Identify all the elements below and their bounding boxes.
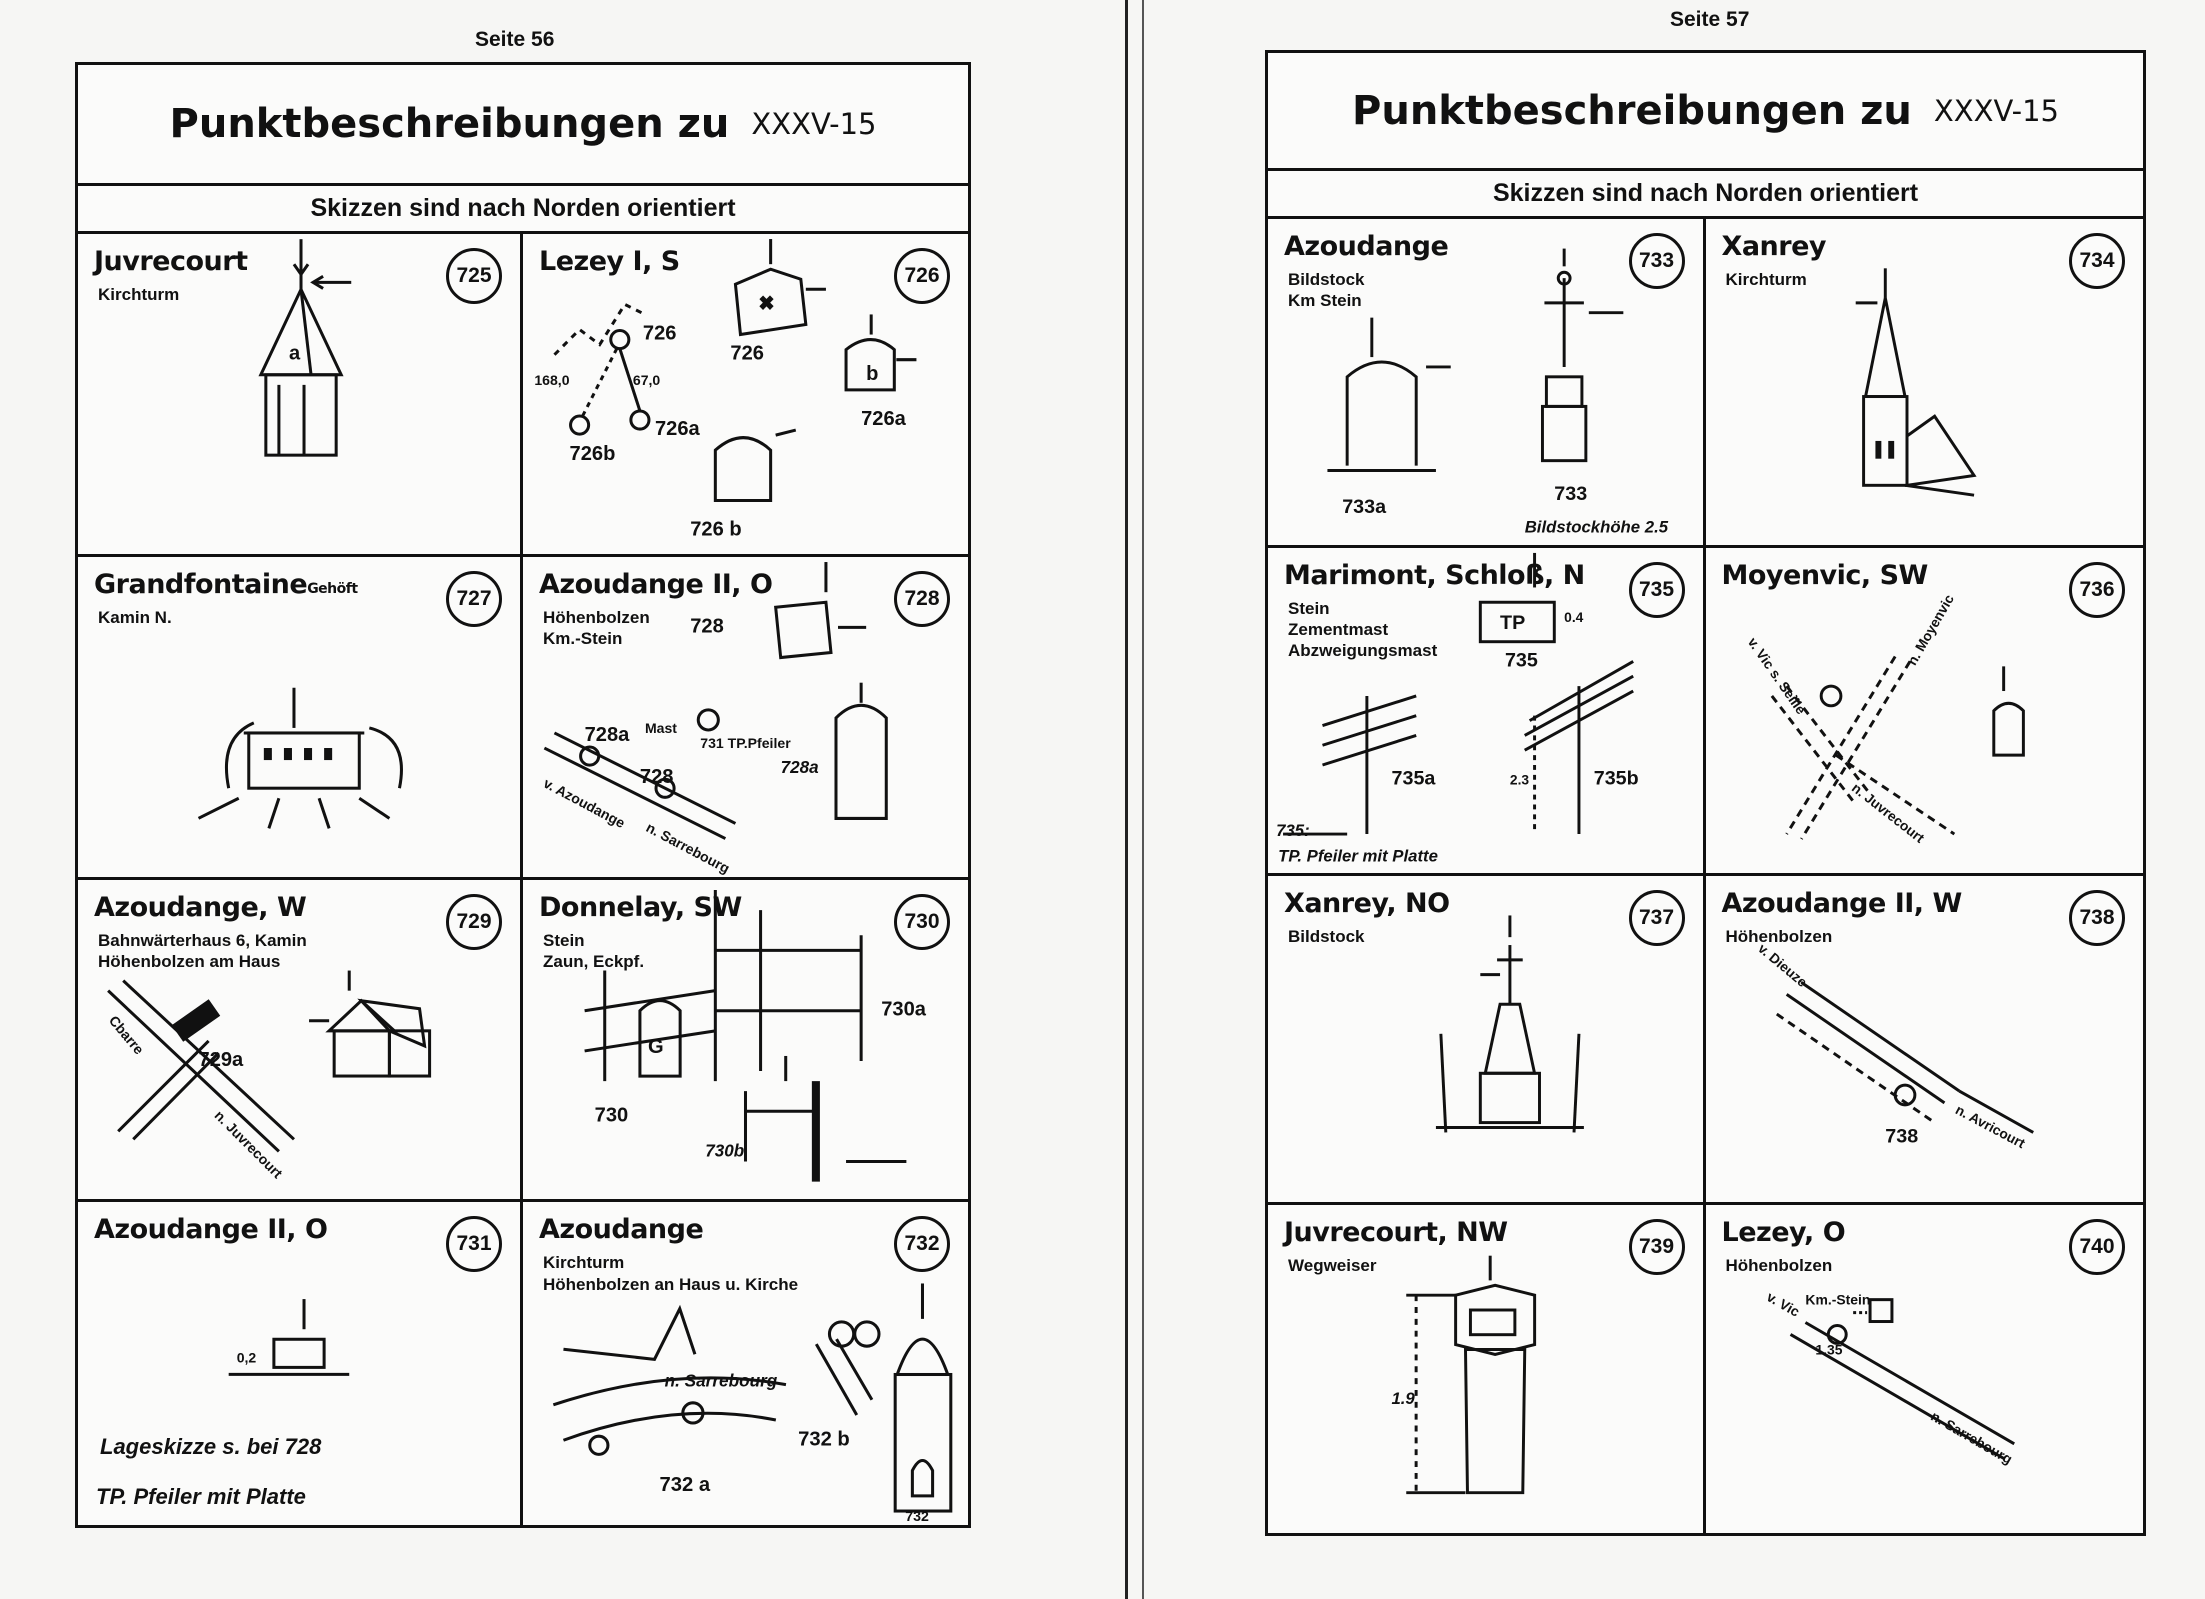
point-number-badge: 739 (1629, 1219, 1685, 1275)
point-cell-730 (523, 880, 968, 1203)
point-desc: Kirchturm (98, 285, 180, 304)
location-note: Lageskizze s. bei 728 (100, 1434, 322, 1460)
sketch-label: 0,2 (236, 1349, 257, 1366)
sketch-label: 730b (705, 1141, 745, 1161)
point-name: Lezey I, S (539, 246, 680, 277)
sketch-label: 735a (1391, 767, 1436, 790)
sketch-label: n. Sarrebourg (1927, 1407, 2015, 1467)
sketch-label: 67,0 (632, 371, 661, 388)
point-name: Xanrey (1721, 231, 1826, 262)
point-cell-736 (1706, 548, 2144, 877)
point-number-badge: 725 (446, 248, 502, 304)
boundary-stones-sketch (523, 234, 968, 554)
sketch-label: v. Vic (1763, 1287, 1803, 1320)
sketch-label: TP. Pfeiler mit Platte (1278, 846, 1438, 866)
point-number-badge: 736 (2069, 562, 2125, 618)
page-number: Seite 57 (1670, 8, 1750, 31)
point-cell-739 (1268, 1205, 1706, 1534)
point-number-badge: 732 (894, 1216, 950, 1272)
point-cell-733 (1268, 219, 1706, 548)
sketch-label: 738 (1884, 1125, 1918, 1148)
sketch-label: 732 (905, 1508, 929, 1525)
railway-house-sketch (78, 880, 520, 1200)
sketch-label: 1.9 (1391, 1388, 1415, 1408)
point-name: Azoudange II, W (1721, 888, 1962, 919)
point-number-badge: 730 (894, 894, 950, 950)
point-name-suffix: Gehöft (307, 580, 358, 597)
point-name: Moyenvic, SW (1721, 559, 1928, 591)
point-desc: Bildstock (1288, 927, 1365, 946)
poles-sketch (1268, 548, 1703, 874)
sheet-subtitle (1268, 171, 2143, 219)
sheet-title (78, 65, 968, 186)
page-number: Seite 56 (475, 28, 555, 51)
sketch-label: Km.-Stein (1804, 1291, 1870, 1308)
point-cell-726 (523, 234, 968, 557)
height-bolt-sketch (523, 557, 968, 877)
shrine-sketch (1268, 876, 1703, 1202)
sketch-label: b (866, 362, 879, 385)
sketch-label: G (647, 1035, 664, 1058)
sketch-label: v. Dieuze (1754, 940, 1810, 991)
sketch-label: 0.4 (1564, 609, 1584, 625)
sketch-label: 2.3 (1509, 772, 1530, 788)
sheet-id: XXXV-15 (1933, 93, 2059, 128)
point-desc: Stein Zaun, Eckpf. (543, 930, 645, 971)
point-grid (78, 234, 968, 1525)
sketch-label: v. Azoudange (540, 774, 628, 831)
svg-text:×: × (760, 292, 773, 315)
road-junction-sketch (1706, 548, 2144, 874)
sheet (1265, 50, 2146, 1536)
point-desc: Stein Zementmast Abzweigungsmast (1288, 598, 1438, 660)
sketch-label: n. Juvrecourt (211, 1106, 286, 1181)
point-name: Azoudange (539, 1214, 704, 1246)
sketch-label: 726 (730, 342, 764, 365)
point-number-badge: 727 (446, 571, 502, 627)
sketch-label: 726b (569, 443, 616, 466)
point-cell-734 (1706, 219, 2144, 548)
book-spine-shadow (1142, 0, 1144, 1599)
point-cell-737 (1268, 876, 1706, 1205)
sketch-label: 733a (1342, 495, 1387, 518)
sketch-label: Cbarre (105, 1011, 148, 1057)
point-name-text: Grandfontaine (94, 568, 308, 600)
point-name: Juvrecourt (94, 246, 248, 277)
sheet-title (1268, 53, 2143, 171)
sketch-label: 733 (1554, 483, 1588, 506)
point-desc: Höhenbolzen (1725, 927, 1833, 946)
sketch-label: 732 b (798, 1428, 850, 1451)
sketch-label: Bildstockhöhe 2.5 (1524, 517, 1669, 537)
point-name: Lezey, O (1721, 1216, 1846, 1248)
point-cell-740 (1706, 1205, 2144, 1534)
point-name: Azoudange (1284, 231, 1449, 262)
farmstead-sketch (78, 557, 520, 877)
sketch-label: n. Avricourt (1952, 1102, 2027, 1152)
point-number-badge: 728 (894, 571, 950, 627)
railway-bolt-sketch (1706, 876, 2144, 1202)
point-name: Azoudange, W (94, 891, 307, 923)
point-cell-725 (78, 234, 523, 557)
height-bolt-road-sketch (1706, 1205, 2144, 1534)
title-text: Punktbeschreibungen zu (169, 101, 730, 147)
sketch-label: v. Vic s. Seille (1744, 634, 1809, 717)
sketch-label: n. Sarrebourg (643, 818, 733, 877)
point-name: Marimont, Schloß, N (1284, 559, 1585, 591)
sketch-label: 735 (1504, 648, 1538, 671)
point-number-badge: 735 (1629, 562, 1685, 618)
sketch-label: a (288, 342, 301, 365)
wayside-shrine-sketch (1268, 219, 1703, 545)
point-name: Azoudange II, O (94, 1214, 328, 1246)
point-desc: Bahnwärterhaus 6, Kamin Höhenbolzen am Haus (98, 930, 307, 971)
signpost-sketch (1268, 1205, 1703, 1534)
title-text: Punktbeschreibungen zu (1352, 87, 1912, 134)
point-number-badge: 740 (2069, 1219, 2125, 1275)
sketch-label: 728 (690, 615, 724, 638)
point-name: Juvrecourt, NW (1284, 1216, 1508, 1248)
sketch-label: 728 (639, 765, 674, 788)
sketch-label: n. Juvrecourt (1848, 779, 1927, 846)
sketch-label: n. Sarrebourg (664, 1370, 778, 1391)
right-page (1150, 0, 2205, 1599)
sketch-label: 732 a (659, 1474, 711, 1497)
point-desc: Wegweiser (1288, 1255, 1377, 1275)
point-desc: Höhenbolzen (1725, 1255, 1833, 1275)
sketch-label: 726a (655, 418, 700, 441)
point-desc: Kirchturm (1725, 270, 1807, 289)
point-number-badge: 726 (894, 248, 950, 304)
point-number-badge: 737 (1629, 890, 1685, 946)
fence-post-sketch (523, 880, 968, 1200)
church-spire-sketch (1706, 219, 2144, 545)
point-cell-731 (78, 1202, 523, 1525)
church-tower-sketch (78, 234, 520, 554)
sketch-label: 726 (642, 322, 677, 345)
sheet-subtitle (78, 186, 968, 234)
sketch-label: 730a (881, 998, 926, 1021)
sketch-label: n. Moyenvic (1903, 591, 1957, 668)
point-number-badge: 734 (2069, 233, 2125, 289)
subtitle-text: Skizzen sind nach Norden orientiert (1492, 179, 1919, 207)
sketch-label: 1.35 (1814, 1340, 1842, 1357)
pillar-sketch (78, 1202, 520, 1525)
point-number-badge: 738 (2069, 890, 2125, 946)
sketch-label: 731 TP.Pfeiler (700, 734, 791, 751)
point-cell-729 (78, 880, 523, 1203)
point-number-badge: 731 (446, 1216, 502, 1272)
sketch-label: 735: (1276, 820, 1310, 840)
point-desc: Höhenbolzen Km.-Stein (543, 607, 650, 648)
point-cell-738 (1706, 876, 2144, 1205)
point-cell-727 (78, 557, 523, 880)
point-number-badge: 729 (446, 894, 502, 950)
sheet-id: XXXV-15 (751, 107, 877, 141)
point-desc: Kamin N. (98, 607, 172, 627)
church-sketch (523, 1202, 968, 1525)
point-name: Xanrey, NO (1284, 888, 1450, 919)
point-grid (1268, 219, 2143, 1533)
point-desc: Bildstock Km Stein (1288, 270, 1365, 311)
sketch-label: 728a (584, 723, 630, 746)
sketch-label: 726 b (690, 518, 742, 541)
point-cell-735 (1268, 548, 1706, 877)
sketch-label: 735b (1593, 767, 1639, 790)
sheet (75, 62, 971, 1528)
book-spine (1125, 0, 1128, 1599)
point-name: Donnelay, SW (539, 891, 742, 923)
sketch-label: 168,0 (534, 371, 570, 388)
sketch-label: TP (1500, 611, 1526, 634)
sketch-label: 726a (861, 408, 906, 431)
subtitle-text: Skizzen sind nach Norden orientiert (310, 194, 736, 222)
point-cell-732 (523, 1202, 968, 1525)
point-desc: Kirchturm Höhenbolzen an Haus u. Kirche (543, 1253, 799, 1294)
pillar-note: TP. Pfeiler mit Platte (96, 1484, 306, 1510)
sketch-label: 730 (594, 1103, 629, 1126)
sketch-label: 728a (780, 757, 819, 777)
point-number-badge: 733 (1629, 233, 1685, 289)
point-cell-728 (523, 557, 968, 880)
point-name: Azoudange II, O (539, 568, 773, 600)
sketch-label: Mast (644, 719, 677, 736)
sketch-label: 729a (198, 1048, 244, 1071)
